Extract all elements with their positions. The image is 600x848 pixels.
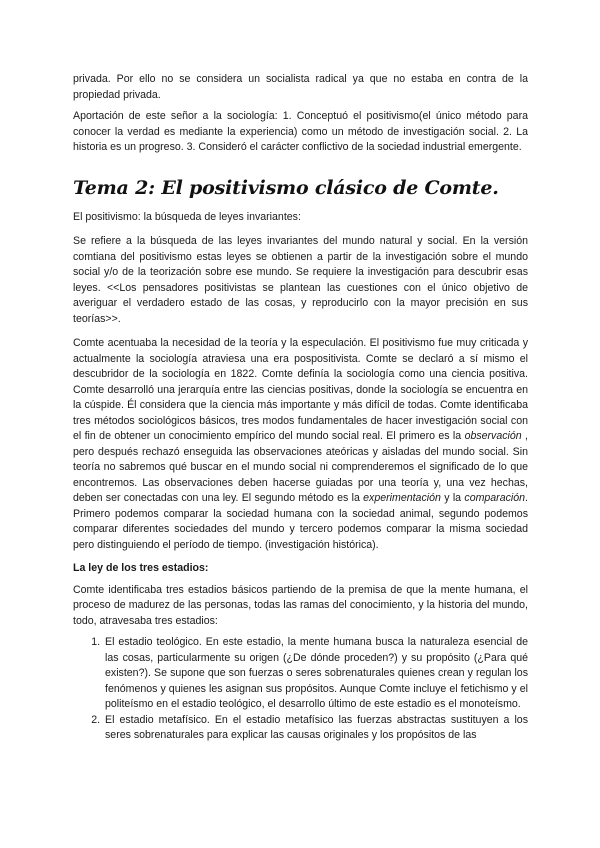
emphasis-observacion: observación <box>464 430 522 442</box>
estadios-list <box>73 635 528 744</box>
paragraph-comte <box>73 336 528 553</box>
paragraph-leyes: Se refiere a la búsqueda de las leyes invariantes del mundo natural y social. En la versión comtiana del positivismo estas leyes se obtienen a partir de la investigación sobre el mundo social y/o de la teorización sobre ese mundo. Se requiere la investigación para descubrir esas leyes. <<Los pensadores positivistas se plantean las cuestiones con el único objetivo de averiguar el verdadero estado de las cosas, y reproducirlo con la mayor precisión en sus teorías>>. <box>73 235 528 325</box>
paragraph-estadios: Comte identificaba tres estadios básicos partiendo de la premisa de que la mente humana, el proceso de madurez de las personas, todas las ramas del conocimiento, y la historia del mundo, todo, atravesaba tres estadios: <box>73 583 528 627</box>
subheading-tres-estadios: La ley de los tres estadios: <box>73 562 209 574</box>
paragraph-subtitle: El positivismo: la búsqueda de leyes invariantes: <box>73 210 301 223</box>
list-item: 2. El estadio metafísico. En el estadio metafísico las fuerzas abstractas sustituyen a los seres sobrenaturales para explicar las causas originales y los propósitos de las <box>103 713 528 744</box>
emphasis-experimentacion: experimentación <box>363 492 441 504</box>
emphasis-comparacion: comparación <box>464 492 526 504</box>
comte-text-c: y la <box>440 492 465 504</box>
document-body <box>73 72 528 744</box>
paragraph-intro-tail: privada. Por ello no se considera un socialista radical ya que no estaba en contra de la propiedad privada. <box>73 73 528 101</box>
comte-text-d: . Primero podemos comparar la sociedad humana con la sociedad animal, segundo podemos comparar diferentes sociedades del mundo y tercero podemos comparar la misma sociedad pero distinguiendo el período de tiempo. (investigación histórica). <box>73 492 528 551</box>
list-item: 1. El estadio teológico. En este estadio, la mente humana busca la naturaleza esencial de las cosas, particularmente su origen (¿De dónde proceden?) y su propósito (¿Para qué existen?). Se supone que son fuerzas o seres sobrenaturales quienes crean y regulan los fenómenos y quienes les asignan sus propósitos. Aunque Comte incluye el fetichismo y el politeísmo en el estadio teológico, el desarrollo último de este estadio es el monoteísmo. <box>103 635 528 713</box>
paragraph-aportacion: Aportación de este señor a la sociología: 1. Conceptuó el positivismo(el único método para conocer la verdad es mediante la experiencia) como un método de investigación social. 2. La historia es un progreso. 3. Consideró el carácter conflictivo de la sociedad industrial emergente. <box>73 110 528 153</box>
comte-text-a: Comte acentuaba la necesidad de la teoría y la especulación. El positivismo fue muy criticada y actualmente la sociología atraviesa una era pospositivista. Comte se declaró a sí mismo el descubridor de la sociología en 1822. Comte definía la sociología como una ciencia positiva. Comte desarrolló una jerarquía entre las ciencias positivas, donde la sociología se encuentra en la cúspide. Él considera que la ciencia más importante y más difícil de todas. Comte identificaba tres métodos sociológicos básicos, tres modos fundamentales de hacer investigación social con el fin de obtener un conocimiento empírico del mundo social real. El primero es la <box>73 337 528 442</box>
section-title: Tema 2: El positivismo clásico de Comte. <box>73 176 499 199</box>
comte-text-b: , pero después rechazó enseguida las observaciones ateóricas y aisladas del mundo social. Sin teoría no sabremos qué buscar en el mundo social ni comprenderemos el significado de lo que encontremos. Las observaciones deben hacerse guiadas por una teoría y, una vez hechas, deben ser conectadas con una ley. El segundo método es la <box>73 430 529 504</box>
